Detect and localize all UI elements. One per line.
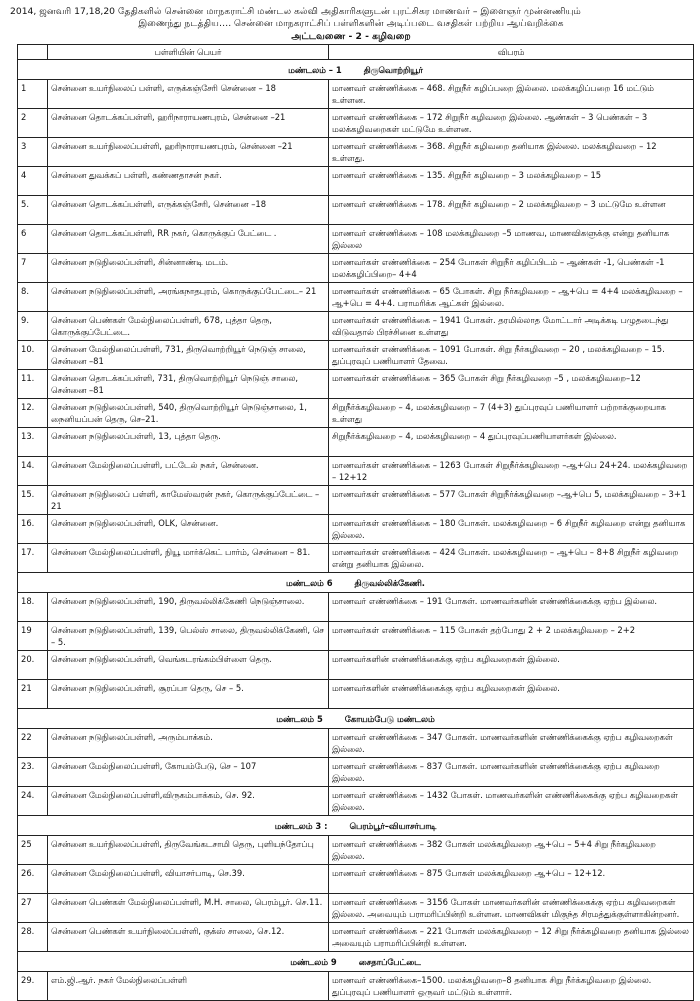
row-number: 11. (18, 370, 48, 399)
table-row (18, 109, 694, 138)
table-row (18, 544, 694, 573)
zone-name: பெரம்பூர்–வியாசர்பாடி (349, 821, 437, 831)
table-row (18, 486, 694, 515)
details-cell: மாணவர் எண்ணிக்கை – 3156 போகள் மாணவர்களின் எண்ணிக்கைக்கு ஏற்ப கழிவறைகள் இல்லை. அவையும் பராமரிப்பின்றி உள்ளன. மாணவிகள் மிகுந்த சிரமத்துக்குள்ளாகின்றனர். (329, 894, 694, 923)
details-cell: மாணவர் எண்ணிக்கை – 837 போகள். மாணவர்களின் எண்ணிக்கைக்கு ஏற்ப கழிவறை இல்லை. (329, 758, 694, 787)
table-row (18, 196, 694, 225)
zone-heading (18, 952, 694, 972)
school-name-cell: சென்னை நடுநிலைப்பள்ளி, 13, புத்தா தெரு. (48, 428, 329, 457)
row-number: 21 (18, 680, 48, 709)
row-number: 3 (18, 138, 48, 167)
zone-heading (18, 573, 694, 593)
table-row (18, 457, 694, 486)
zone-name: திருவல்லிக்கேணி. (354, 578, 425, 588)
zone-name: கோயம்பேடு மண்டலம் (344, 714, 435, 724)
report-header (10, 6, 692, 43)
row-number: 26. (18, 865, 48, 894)
school-name-cell: சென்னை தொடக்கப்பள்ளி, RR நகர், கொருக்குப் பேட்டை . (48, 225, 329, 254)
details-cell: மாணவர் எண்ணிக்கை – 191 போகள். மாணவர்களின் எண்ணிக்கைக்கு ஏற்ப இல்லை. (329, 593, 694, 622)
details-cell: மாணவர்கள் எண்ணிக்கை – 1091 போகள். சிறு நீர்கழிவறை – 20 , மலக்கழிவறை – 15. துப்புரவுப் பணியாளர் தேவை. (329, 341, 694, 370)
details-cell: மாணவர் எண்ணிக்கை – 368. சிறுநீர் கழிவறை தனியாக இல்லை. மலக்கழிவறை – 12 உள்ளது. (329, 138, 694, 167)
zone-heading-row (18, 952, 694, 972)
zone-heading (18, 816, 694, 836)
table-row (18, 138, 694, 167)
details-cell: மாணவர் எண்ணிக்கை – 468. சிறுநீர் கழிப்பறை இல்லை. மலக்கழிப்பறை 16 மட்டும் உள்ளன. (329, 80, 694, 109)
row-number: 22 (18, 729, 48, 758)
row-number: 10. (18, 341, 48, 370)
row-number: 7 (18, 254, 48, 283)
zone-heading (18, 709, 694, 729)
school-name-cell: சென்னை நடுநிலைப் பள்ளி, காமேஸ்வரன் நகர், கொருக்குப்பேட்டை – 21 (48, 486, 329, 515)
table-row (18, 428, 694, 457)
table-caption: அட்டவணை - 2 - கழிவறை (291, 31, 411, 42)
row-number: 23. (18, 758, 48, 787)
row-number: 6 (18, 225, 48, 254)
details-cell: சிறுநீர்க்கழிவறை – 4, மலக்கழிவறை – 7 (4+3) துப்புரவுப் பணியாளர் பற்றாக்குறையாக உள்ளது (329, 399, 694, 428)
zone-number: மண்டலம் 9 (290, 957, 337, 967)
school-name-cell: சென்னை நடுநிலைப்பள்ளி, சின்னாண்டி மடம். (48, 254, 329, 283)
details-cell: மாணவர் எண்ணிக்கை – 172 சிறுநீர் கழிவறை இல்லை. ஆண்கள் – 3 பெண்கள் – 3 மலக்கழிவறைகள் மட்டுமே உள்ளன. (329, 109, 694, 138)
row-number: 8. (18, 283, 48, 312)
table-row (18, 622, 694, 651)
table-row (18, 341, 694, 370)
table-row (18, 729, 694, 758)
zone-heading-row (18, 60, 694, 80)
details-cell: மாணவர்கள் எண்ணிக்கை – 180 போகள். மலக்கழிவறை – 6 சிறுநீர் கழிவறை என்று தனியாக இல்லை. (329, 515, 694, 544)
table-row (18, 680, 694, 709)
school-name-cell: சென்னை பெண்கள் உயர்நிலைப்பள்ளி, குக்ஸ் சாலை, செ.12. (48, 923, 329, 952)
details-cell: மாணவர் எண்ணிக்கை – 875 போகள் மலக்கழிவறை ஆ+பெ – 12+12. (329, 865, 694, 894)
table-row (18, 312, 694, 341)
table-row (18, 972, 694, 1001)
school-name-cell: சென்னை மேல்நிலைப்பள்ளி,விருகம்பாக்கம், செ. 92. (48, 787, 329, 816)
header-line-1: 2014, ஜனவரி 17,18,20 தேதிகளில் சென்னை மாநகராட்சி மண்டல கல்வி அதிகாரிகளுடன் புரட்சிகர மாணவர் – இளைஞர் முன்னணியும் (10, 6, 581, 17)
school-name-cell: சென்னை நடுநிலைப்பள்ளி, 139, பெல்ஸ் சாலை, திருவல்லிக்கேணி, செ – 5. (48, 622, 329, 651)
details-cell: மாணவர்கள் எண்ணிக்கை – 1941 போகள். தரமில்லாத மோட்டார் அடிக்கடி பழுதடைந்து விடுவதால் பிரச்சினை உள்ளது (329, 312, 694, 341)
details-cell: மாணவர்கள் எண்ணிக்கை – 254 போகள் சிறுநீர் கழிப்பிடம் – ஆண்கள் -1, பெண்கள் -1 மலக்கழிப்பிறை– 4+4 (329, 254, 694, 283)
header-line-2: இணைந்து நடத்திய…. சென்னை மாநகராட்சிப் பள்ளிகளின் அடிப்படை வசதிகள் பற்றிய ஆய்வறிக்கை (138, 18, 564, 29)
table-row (18, 836, 694, 865)
table-body (18, 60, 694, 1001)
table-row (18, 515, 694, 544)
table-row (18, 651, 694, 680)
table-row (18, 225, 694, 254)
school-name-cell: சென்னை மேல்நிலைப்பள்ளி, கோயம்பேடு, செ – 107 (48, 758, 329, 787)
zone-heading-row (18, 573, 694, 593)
details-cell: மாணவர்களின் எண்ணிக்கைக்கு ஏற்ப கழிவறைகள் இல்லை. (329, 651, 694, 680)
zone-name: திருவொற்றியூர் (363, 65, 423, 75)
details-cell: மாணவர்கள் எண்ணிக்கை – 365 போகள் சிறு நீர்கழிவறை –5 , மலக்கழிவறை–12 (329, 370, 694, 399)
table-row (18, 167, 694, 196)
header-no (18, 45, 48, 60)
school-name-cell: சென்னை உயர்நிலைப்பள்ளி, ஹரிநாராயணபுரம், சென்னை –21 (48, 138, 329, 167)
details-cell: மாணவர் எண்ணிக்கை–1500. மலக்கழிவறை–8 தனியாக சிறு நீர்க்கழிவறை இல்லை. துப்புரவுப் பணியாளர் ஒருவர் மட்டும் உள்ளார். (329, 972, 694, 1001)
header-school-name: பள்ளியின் பெயர் (48, 45, 329, 60)
details-cell: மாணவர் எண்ணிக்கை – 178. சிறுநீர் கழிவறை – 2 மலக்கழிவறை – 3 மட்டுமே உள்ளன (329, 196, 694, 225)
row-number: 18. (18, 593, 48, 622)
details-cell: மாணவர்கள் எண்ணிக்கை – 577 போகள் சிறுநீர்க்கழிவறை –ஆ+பெ 5, மலக்கழிவறை – 3+1 (329, 486, 694, 515)
details-cell: மாணவர்களின் எண்ணிக்கைக்கு ஏற்ப கழிவறைகள் இல்லை. (329, 680, 694, 709)
table-header-row (18, 45, 694, 60)
row-number: 28. (18, 923, 48, 952)
row-number: 16. (18, 515, 48, 544)
row-number: 12. (18, 399, 48, 428)
table-row (18, 80, 694, 109)
school-name-cell: சென்னை நடுநிலைப்பள்ளி, 190, திருவல்லிக்கேணி நெடுஞ்சாலை. (48, 593, 329, 622)
school-name-cell: சென்னை நடுநிலைப்பள்ளி, அரும்பாக்கம். (48, 729, 329, 758)
row-number: 2 (18, 109, 48, 138)
school-name-cell: எம்.ஜி.ஆர். நகர் மேல்நிலைப்பள்ளி (48, 972, 329, 1001)
zone-number: மண்டலம் 3 : (274, 821, 328, 831)
row-number: 20. (18, 651, 48, 680)
school-name-cell: சென்னை நடுநிலைப்பள்ளி, 540, திருவொற்றியூர் நெடுஞ்சாலை, 1, நைனியப்பன் தெரு, செ–21. (48, 399, 329, 428)
details-cell: சிறுநீர்க்கழிவறை – 4, மலக்கழிவறை – 4 துப்புரவுப்பணியாளர்கள் இல்லை. (329, 428, 694, 457)
table-row (18, 923, 694, 952)
zone-number: மண்டலம் 6 (286, 578, 333, 588)
row-number: 29. (18, 972, 48, 1001)
details-cell: மாணவர் எண்ணிக்கை – 135. சிறுநீர் கழிவறை – 3 மலக்கழிவறை – 15 (329, 167, 694, 196)
school-name-cell: சென்னை மேல்நிலைப்பள்ளி, பட்டேல் நகர், சென்னை. (48, 457, 329, 486)
details-cell: மாணவர்கள் எண்ணிக்கை – 1263 போகள் சிறுநீர்க்கழிவறை –ஆ+பெ 24+24. மலக்கழிவறை – 12+12 (329, 457, 694, 486)
zone-name: சைதாப்பேட்டை (358, 957, 421, 967)
details-cell: மாணவர் எண்ணிக்கை – 347 போகள். மாணவர்களின் எண்ணிக்கைக்கு ஏற்ப கழிவறைகள் இல்லை. (329, 729, 694, 758)
table-row (18, 758, 694, 787)
row-number: 25 (18, 836, 48, 865)
row-number: 9. (18, 312, 48, 341)
row-number: 19 (18, 622, 48, 651)
row-number: 14. (18, 457, 48, 486)
row-number: 1 (18, 80, 48, 109)
header-details: விபரம் (329, 45, 694, 60)
row-number: 4 (18, 167, 48, 196)
school-name-cell: சென்னை மேல்நிலைப்பள்ளி, வியாசர்பாடி, செ.39. (48, 865, 329, 894)
row-number: 17. (18, 544, 48, 573)
row-number: 5. (18, 196, 48, 225)
details-cell: மாணவர்கள் எண்ணிக்கை – 65 போகள். சிறு நீர்கழிவறை – ஆ+பெ = 4+4 மலக்கழிவறை – ஆ+பெ = 4+4. பராமரிக்க ஆட்கள் இல்லை. (329, 283, 694, 312)
table-row (18, 370, 694, 399)
school-name-cell: சென்னை நடுநிலைப்பள்ளி, வெங்கடரங்கம்பிள்ளை தெரு. (48, 651, 329, 680)
school-name-cell: சென்னை பெண்கள் மேல்நிலைப்பள்ளி, M.H. சாலை, பெரம்பூர். செ.11. (48, 894, 329, 923)
row-number: 13. (18, 428, 48, 457)
school-name-cell: சென்னை தொடக்கப்பள்ளி, எருக்கஞ்சேரி, சென்னை –18 (48, 196, 329, 225)
table-row (18, 593, 694, 622)
row-number: 27 (18, 894, 48, 923)
details-cell: மாணவர்கள் எண்ணிக்கை – 424 போகள். மலக்கழிவறை – ஆ+பெ – 8+8 சிறுநீர் கழிவறை என்று தனியாக இல்லை. (329, 544, 694, 573)
school-name-cell: சென்னை மேல்நிலைப்பள்ளி, நியூ மார்க்கெட் பார்ம், சென்னை – 81. (48, 544, 329, 573)
table-row (18, 254, 694, 283)
toilet-survey-table (17, 44, 694, 1001)
zone-number: மண்டலம் 5 (276, 714, 323, 724)
school-name-cell: சென்னை நடுநிலைப்பள்ளி, அரங்கநாதபுரம், கொருக்குப்பேட்டை– 21 (48, 283, 329, 312)
school-name-cell: சென்னை மேல்நிலைப்பள்ளி, 731, திருவொற்றியூர் நெடுஞ் சாலை, சென்னை –81 (48, 341, 329, 370)
row-number: 15. (18, 486, 48, 515)
school-name-cell: சென்னை உயர்நிலைப்பள்ளி, திருவேங்கடசாமி தெரு, புளியந்தோப்பு (48, 836, 329, 865)
school-name-cell: சென்னை தொடக்கப்பள்ளி, ஹரிநாராயணபுரம், சென்னை –21 (48, 109, 329, 138)
school-name-cell: சென்னை உயர்நிலைப் பள்ளி, எருக்கஞ்சேரி சென்னை – 18 (48, 80, 329, 109)
details-cell: மாணவர் எண்ணிக்கை – 108 மலக்கழிவறை –5 மாணவ, மாணவிகளுக்கு என்று தனியாக இல்லை (329, 225, 694, 254)
table-row (18, 283, 694, 312)
details-cell: மாணவர் எண்ணிக்கை – 382 போகள் மலக்கழிவறை ஆ+பெ – 5+4 சிறு நீர்கழிவறை இல்லை. (329, 836, 694, 865)
zone-heading-row (18, 709, 694, 729)
details-cell: மாணவர் எண்ணிக்கை – 1432 போகள். மாணவர்களின் எண்ணிக்கைக்கு ஏற்ப கழிவறைகள் இல்லை. (329, 787, 694, 816)
table-row (18, 894, 694, 923)
table-row (18, 399, 694, 428)
zone-number: மண்டலம் – 1 (288, 65, 342, 75)
table-row (18, 787, 694, 816)
table-row (18, 865, 694, 894)
school-name-cell: சென்னை பெண்கள் மேல்நிலைப்பள்ளி, 678, புத்தா தெரு, கொருக்குப்பேட்டை. (48, 312, 329, 341)
details-cell: மாணவர் எண்ணிக்கை – 221 போகள் மலக்கழிவறை – 12 சிறு நீர்க்கழிவறை தனியாக இல்லை அவையும் பராமரிப்பின்றி உள்ளன. (329, 923, 694, 952)
school-name-cell: சென்னை துவக்கப் பள்ளி, கண்ணதாசன் நகர். (48, 167, 329, 196)
zone-heading-row (18, 816, 694, 836)
school-name-cell: சென்னை தொடக்கப்பள்ளி, 731, திருவொற்றியூர் நெடுஞ் சாலை, சென்னை –81 (48, 370, 329, 399)
row-number: 24. (18, 787, 48, 816)
details-cell: மாணவர்கள் எண்ணிக்கை – 115 போகள் தற்போது 2 + 2 மலக்கழிவறை – 2+2 (329, 622, 694, 651)
zone-heading (18, 60, 694, 80)
school-name-cell: சென்னை நடுநிலைப்பள்ளி, OLK, சென்னை. (48, 515, 329, 544)
school-name-cell: சென்னை நடுநிலைப்பள்ளி, சூரப்பா தெரு, செ – 5. (48, 680, 329, 709)
